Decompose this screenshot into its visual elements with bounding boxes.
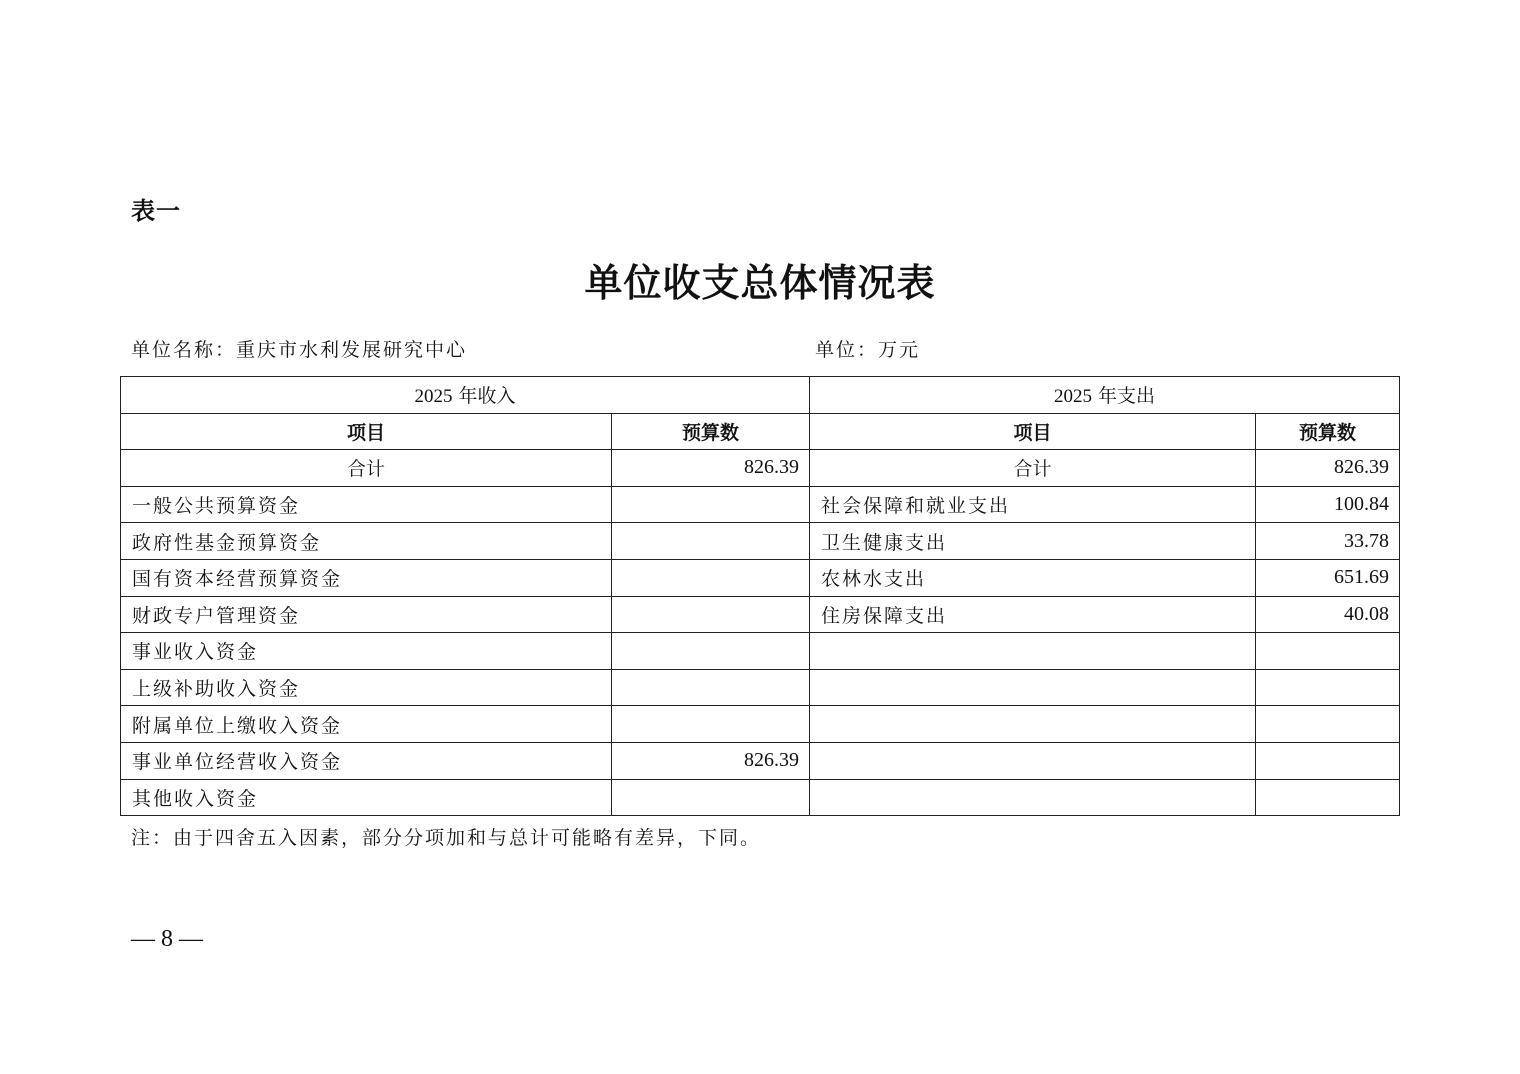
income-item: 其他收入资金	[121, 779, 612, 816]
income-item: 政府性基金预算资金	[121, 523, 612, 560]
unit-measure: 单位：万元	[815, 339, 921, 361]
expense-value: 40.08	[1256, 596, 1400, 633]
table-row	[121, 669, 1400, 706]
expense-total-label: 合计	[810, 450, 1256, 487]
column-header-row	[121, 413, 1400, 450]
total-row	[121, 450, 1400, 487]
year-header-row	[121, 377, 1400, 414]
expense-item	[810, 669, 1256, 706]
income-item: 财政专户管理资金	[121, 596, 612, 633]
expense-item	[810, 742, 1256, 779]
income-value	[612, 523, 810, 560]
income-value	[612, 486, 810, 523]
income-value	[612, 706, 810, 743]
income-item: 国有资本经营预算资金	[121, 559, 612, 596]
expense-value: 33.78	[1256, 523, 1400, 560]
expense-item: 住房保障支出	[810, 596, 1256, 633]
income-total-label: 合计	[121, 450, 612, 487]
expense-total-value: 826.39	[1256, 450, 1400, 487]
page-number: — 8 —	[131, 926, 203, 952]
table-row	[121, 706, 1400, 743]
table-row	[121, 633, 1400, 670]
expense-item: 农林水支出	[810, 559, 1256, 596]
income-value: 826.39	[612, 742, 810, 779]
unit-name: 单位名称：重庆市水利发展研究中心	[131, 339, 468, 361]
expense-item: 卫生健康支出	[810, 523, 1256, 560]
table-row	[121, 742, 1400, 779]
footnote: 注：由于四舍五入因素，部分分项加和与总计可能略有差异，下同。	[131, 827, 762, 849]
table-row	[121, 779, 1400, 816]
expense-value: 651.69	[1256, 559, 1400, 596]
expense-item-header: 项目	[810, 413, 1256, 450]
income-year: 2025	[414, 386, 453, 408]
income-item: 事业单位经营收入资金	[121, 742, 612, 779]
expense-item	[810, 706, 1256, 743]
income-item-header: 项目	[121, 413, 612, 450]
income-value	[612, 669, 810, 706]
expense-header	[810, 377, 1400, 414]
income-item: 事业收入资金	[121, 633, 612, 670]
income-total-value: 826.39	[612, 450, 810, 487]
expense-amount-header: 预算数	[1256, 413, 1400, 450]
table-row	[121, 559, 1400, 596]
expense-value	[1256, 633, 1400, 670]
budget-table	[120, 376, 1400, 816]
expense-value	[1256, 706, 1400, 743]
income-item: 一般公共预算资金	[121, 486, 612, 523]
table-row	[121, 596, 1400, 633]
income-amount-header: 预算数	[612, 413, 810, 450]
income-value	[612, 559, 810, 596]
income-value	[612, 633, 810, 670]
page-title: 单位收支总体情况表	[584, 261, 936, 305]
expense-item	[810, 633, 1256, 670]
income-value	[612, 779, 810, 816]
income-item: 上级补助收入资金	[121, 669, 612, 706]
table-row	[121, 523, 1400, 560]
income-header	[121, 377, 810, 414]
table-row	[121, 486, 1400, 523]
expense-value: 100.84	[1256, 486, 1400, 523]
expense-header-title: 年支出	[1098, 385, 1156, 408]
expense-year: 2025	[1053, 386, 1092, 408]
expense-value	[1256, 742, 1400, 779]
expense-item	[810, 779, 1256, 816]
expense-value	[1256, 669, 1400, 706]
expense-item: 社会保障和就业支出	[810, 486, 1256, 523]
income-value	[612, 596, 810, 633]
income-header-title: 年收入	[458, 385, 516, 408]
table-label: 表一	[131, 197, 181, 225]
expense-value	[1256, 779, 1400, 816]
income-item: 附属单位上缴收入资金	[121, 706, 612, 743]
